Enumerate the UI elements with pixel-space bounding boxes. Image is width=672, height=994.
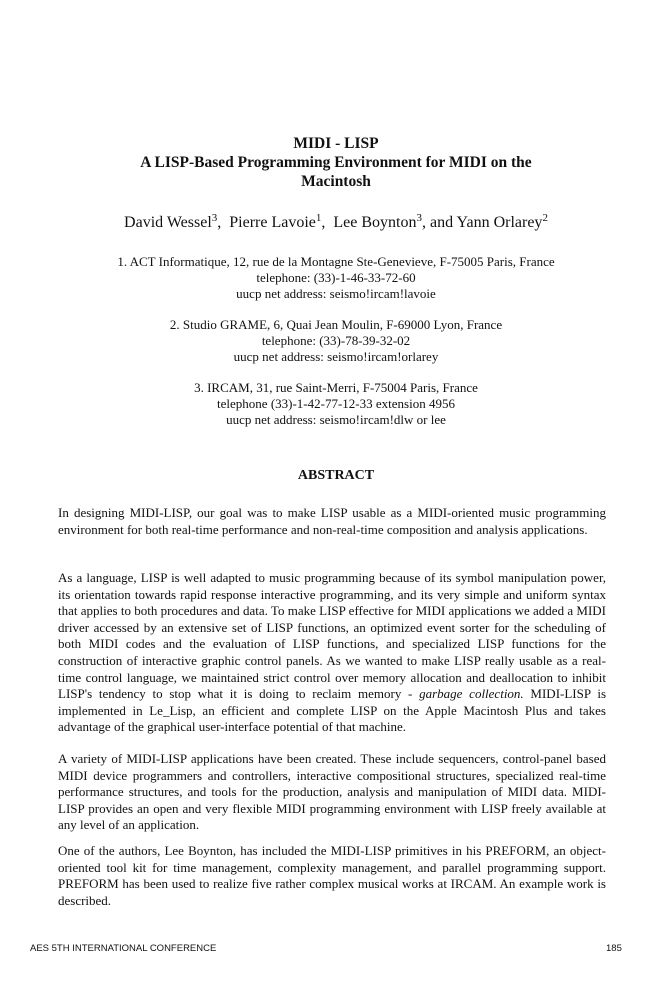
- title-line-1: MIDI - LISP: [293, 135, 379, 152]
- author-name: David Wessel: [124, 214, 212, 231]
- abstract-paragraph-2: [58, 570, 606, 736]
- paragraph-text: MIDI-LISP is implemented in Le_Lisp, an efficient and complete LISP on the Apple Macintosh Plus and takes advantage of the graphical user-interface potential of that machine.: [58, 686, 606, 735]
- affiliation-address: 1. ACT Informatique, 12, rue de la Montagne Ste-Genevieve, F-75005 Paris, France: [117, 254, 555, 269]
- title-line-3: Macintosh: [301, 173, 371, 190]
- abstract-heading: ABSTRACT: [297, 468, 375, 483]
- author-affiliation-mark: 2: [542, 212, 548, 224]
- abstract-paragraph-1: In designing MIDI-LISP, our goal was to make LISP usable as a MIDI-oriented music programming environment for both real-time performance and non-real-time composition and analysis applications.: [58, 505, 606, 537]
- author-conjunction: and: [430, 214, 454, 231]
- affiliation-3: [0, 380, 672, 428]
- author-name: Pierre Lavoie: [229, 214, 316, 231]
- affiliation-telephone: telephone: (33)-1-46-33-72-60: [256, 270, 416, 285]
- conference-name: AES 5TH INTERNATIONAL CONFERENCE: [30, 943, 217, 954]
- author-affiliation-mark: 3: [211, 212, 218, 224]
- affiliation-telephone: telephone: (33)-78-39-32-02: [261, 333, 411, 348]
- affiliation-address: 3. IRCAM, 31, rue Saint-Merri, F-75004 Paris, France: [194, 380, 478, 395]
- page-number: 185: [606, 943, 622, 954]
- author-list: David Wessel$^3$, Pierre Lavoie$^1$, Lee Boynton$^3$, and Yann Orlarey$^2$: [124, 212, 548, 231]
- author-affiliation-mark: 1: [315, 212, 322, 224]
- author-name: Lee Boynton: [333, 214, 417, 231]
- emphasized-term: garbage collection.: [419, 686, 524, 702]
- paper-title: [0, 134, 672, 191]
- paragraph-text: As a language, LISP is well adapted to music programming because of its symbol manipulation power, its orientation towards rapid response interactive programming, and its very simple and uniform syntax that applies to both procedures and data. To make LISP effective for MIDI applications we added a MIDI driver accessed by an extensive set of LISP functions, an optimized event sorter for the scheduling of both MIDI codes and the evaluation of LISP functions, and specialized LISP functions for the construction of interactive graphic control panels. As we wanted to make LISP really usable as a real-time control language, we maintained strict control over memory allocation and deallocation to inhibit LISP's tendency to stop what it is doing to reclaim memory -: [58, 570, 606, 702]
- author-affiliation-mark: 3: [416, 212, 422, 224]
- affiliation-address: 2. Studio GRAME, 6, Quai Jean Moulin, F-69000 Lyon, France: [169, 317, 503, 332]
- affiliation-email: uucp net address: seismo!ircam!orlarey: [233, 349, 439, 364]
- affiliation-1: [0, 254, 672, 302]
- affiliation-telephone: telephone (33)-1-42-77-12-33 extension 4956: [217, 396, 455, 411]
- abstract-paragraph-3: A variety of MIDI-LISP applications have been created. These include sequencers, control-panel based MIDI device programmers and controllers, interactive compositional structures, specialized real-time performance structures, and tools for the production, analysis and manipulation of MIDI data. MIDI-LISP provides an open and very flexible MIDI programming environment with LISP freely available at any level of an application.: [58, 751, 606, 833]
- author-name: Yann Orlarey: [456, 214, 543, 231]
- affiliation-email: uucp net address: seismo!ircam!dlw or lee: [226, 412, 446, 427]
- affiliation-email: uucp net address: seismo!ircam!lavoie: [236, 286, 436, 301]
- abstract-paragraph-4: One of the authors, Lee Boynton, has included the MIDI-LISP primitives in his PREFORM, an object-oriented tool kit for time management, complexity management, and parallel programming support. PREFORM has been used to realize five rather complex musical works at IRCAM. An example work is described.: [58, 843, 606, 908]
- title-line-2: A LISP-Based Programming Environment for MIDI on the: [140, 154, 532, 171]
- affiliation-2: [0, 317, 672, 365]
